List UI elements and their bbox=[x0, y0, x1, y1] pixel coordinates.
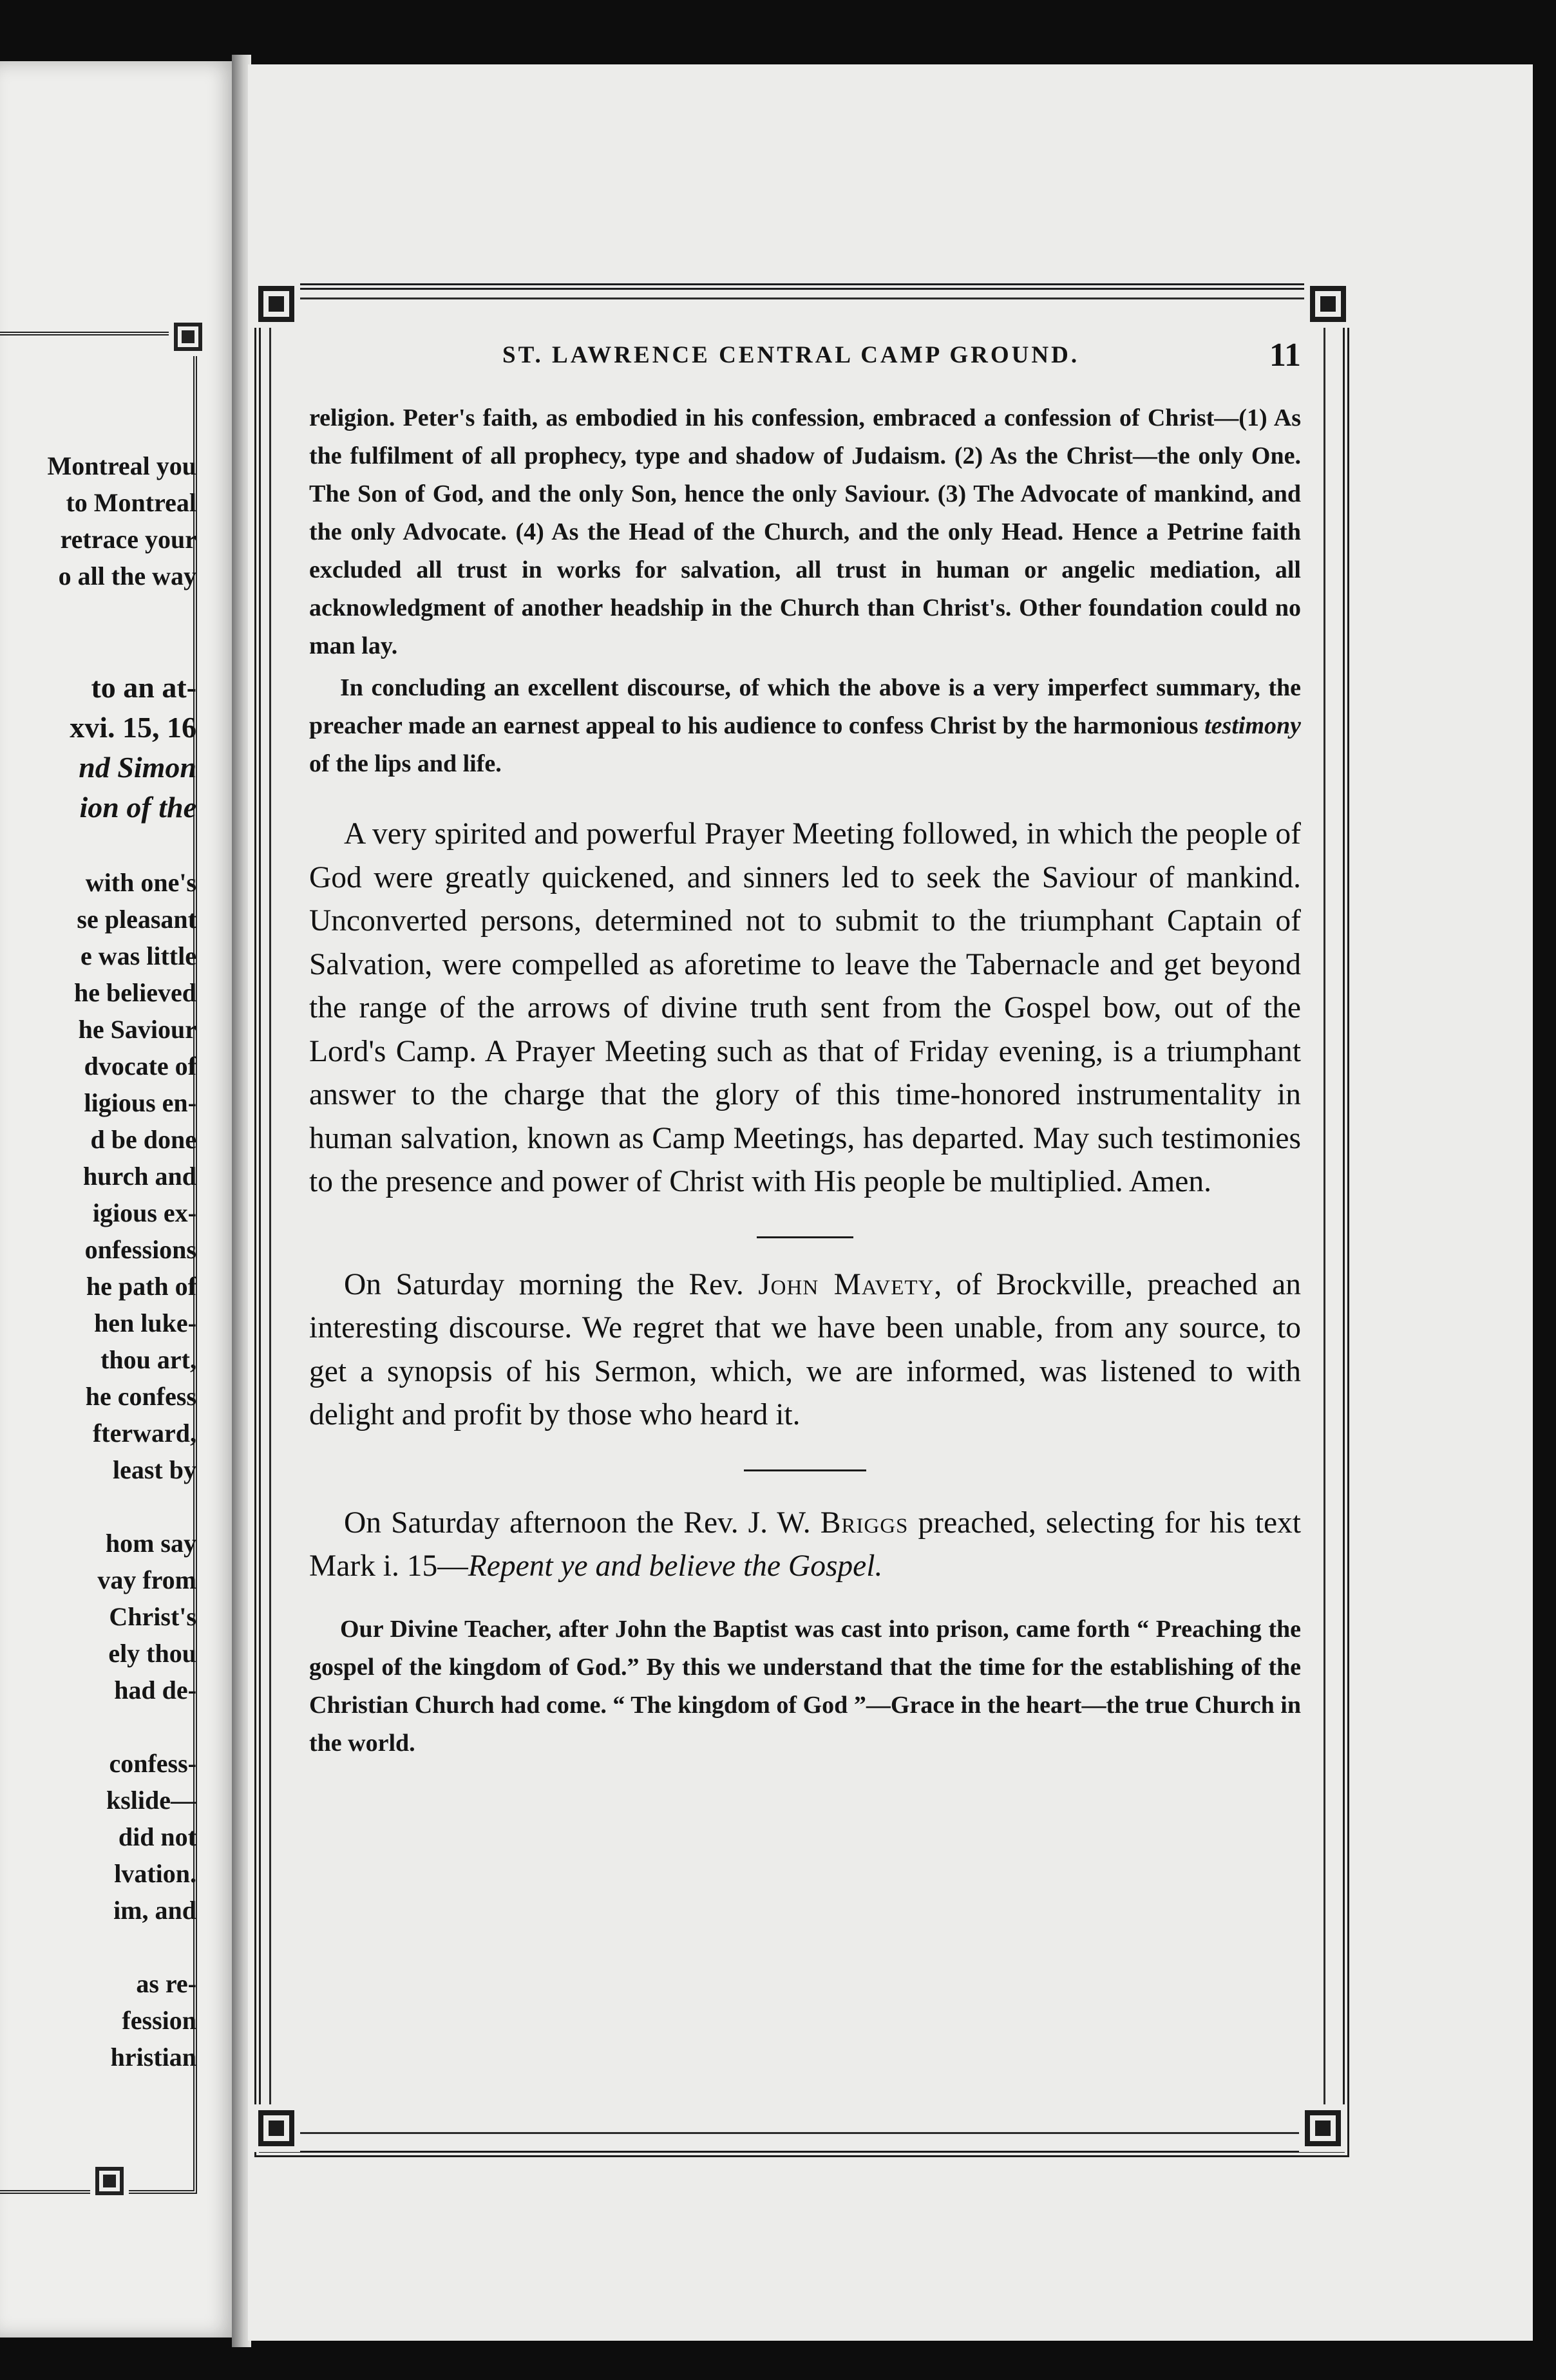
left-page-line: Montreal you bbox=[47, 451, 196, 480]
left-page-line: lvation. bbox=[114, 1859, 196, 1888]
left-page-line: to an at- bbox=[91, 671, 196, 704]
separator-rule bbox=[757, 1236, 853, 1238]
left-frame-corner-top bbox=[169, 317, 207, 356]
left-page-line: with one's bbox=[85, 868, 196, 897]
left-page-line: igious ex- bbox=[92, 1198, 196, 1227]
left-page-line: hristian bbox=[110, 2043, 196, 2072]
left-page-line: he Saviour bbox=[78, 1015, 196, 1044]
left-page-line: fession bbox=[122, 2006, 196, 2035]
left-page-line: se pleasant bbox=[77, 905, 196, 934]
left-page-line bbox=[0, 1488, 196, 1525]
paragraph-peters-faith: religion. Peter's faith, as embodied in his confession, embraced a confession of Christ—(1) As the fulfilment of all prophecy, type and shadow of Judaism. (2) As the Christ—the only One. The Son of God, and the only Son, hence the only Saviour. (3) The Advocate of mankind, and the only Advocate. (4) As the Head of the Church, and the only Head. Hence a Petrine faith excluded all trust in works for salvation, all trust in human or angelic mediation, all acknowledgment of another headship in the Church than Christ's. Other foundation could no man lay. bbox=[309, 404, 1301, 659]
left-page-line: he believed bbox=[74, 978, 196, 1007]
left-page-line bbox=[0, 1929, 196, 1965]
left-page-line: hurch and bbox=[82, 1162, 196, 1191]
left-page-text bbox=[0, 448, 196, 2075]
left-page-line: fterward, bbox=[92, 1419, 196, 1448]
left-page-line bbox=[0, 631, 196, 668]
left-page-line: e was little bbox=[81, 941, 196, 970]
left-page-line: had de- bbox=[114, 1676, 196, 1705]
paragraph-divine-teacher: Our Divine Teacher, after John the Baptist was cast into prison, came forth “ Preaching the gospel of the kingdom of God.” By this we understand that the time for the establishing of the Christian Church had come. “ The kingdom of God ”—Grace in the heart—the true Church in the world. bbox=[309, 1615, 1301, 1757]
page-header bbox=[309, 337, 1301, 380]
frame-corner-bottom-right bbox=[1299, 2104, 1347, 2152]
left-page-line: ligious en- bbox=[84, 1088, 196, 1117]
separator-rule bbox=[744, 1469, 866, 1471]
left-page-line: kslide— bbox=[106, 1786, 196, 1815]
left-page-line: retrace your bbox=[60, 525, 196, 554]
left-page-line: xvi. 15, 16 bbox=[70, 711, 196, 744]
saturday-afternoon-text: On Saturday afternoon the Rev. J. W. bbox=[344, 1506, 811, 1540]
page-number: 11 bbox=[1269, 337, 1301, 373]
left-page-line bbox=[0, 1708, 196, 1745]
frame-corner-bottom-left bbox=[252, 2104, 300, 2152]
concluding-text-end: of the lips and life. bbox=[309, 750, 502, 777]
preacher-name-briggs: Briggs bbox=[820, 1506, 909, 1540]
left-page-line: o all the way bbox=[58, 562, 196, 590]
left-page-line: Christ's bbox=[109, 1602, 196, 1631]
left-page-line: onfessions bbox=[84, 1235, 196, 1264]
left-page-line: nd Simon bbox=[79, 751, 196, 784]
left-page-line: ion of the bbox=[79, 791, 196, 824]
paragraph-concluding-summary bbox=[309, 669, 1301, 783]
separator-block-2 bbox=[309, 1437, 1301, 1502]
page-content bbox=[309, 399, 1301, 1762]
left-page-line: dvocate of bbox=[84, 1052, 196, 1081]
saturday-morning-text: On Saturday morning the Rev. bbox=[344, 1267, 744, 1301]
left-page-line: ely thou bbox=[108, 1639, 196, 1668]
left-page-line: least by bbox=[113, 1455, 196, 1484]
concluding-text: In concluding an excellent discourse, of which the above is a very imperfect summary, the preacher made an earnest appeal to his audience to confess Christ by the harmonious bbox=[309, 674, 1301, 739]
left-page-line: did not bbox=[118, 1822, 196, 1851]
left-page-line: im, and bbox=[113, 1896, 196, 1925]
running-title: ST. LAWRENCE CENTRAL CAMP GROUND. bbox=[502, 342, 1080, 368]
left-page-line: d be done bbox=[90, 1125, 196, 1154]
left-facing-page bbox=[0, 61, 238, 2338]
left-page-line: as re- bbox=[136, 1969, 196, 1998]
saturday-afternoon-text-mid: preached, selecting for his text Mark i. 15— bbox=[309, 1506, 1301, 1583]
preacher-name-mavety: John Mavety bbox=[758, 1267, 935, 1301]
left-page-line: hen luke- bbox=[94, 1308, 196, 1337]
separator-block-1 bbox=[309, 1204, 1301, 1263]
paragraph-saturday-morning bbox=[309, 1263, 1301, 1437]
sermon-text-reference: Repent ye and believe the Gospel. bbox=[468, 1549, 883, 1583]
left-page-line bbox=[0, 594, 196, 631]
left-page-line: hom say bbox=[105, 1529, 196, 1558]
left-page-line: to Montreal bbox=[66, 488, 196, 517]
left-page-line bbox=[0, 827, 196, 864]
left-page-line: confess- bbox=[109, 1749, 196, 1778]
paragraph-saturday-afternoon bbox=[309, 1502, 1301, 1589]
left-page-line: he confess bbox=[85, 1382, 196, 1411]
testimony-emphasis: testimony bbox=[1204, 712, 1302, 739]
saturday-morning-text-end: , of Brockville, preached an interesting discourse. We regret that we have been unable, from any source, to get a synopsis of his Sermon, which, we are informed, was listened to with delight and profit by those who heard it. bbox=[309, 1267, 1301, 1431]
frame-corner-top-right bbox=[1304, 280, 1352, 328]
left-page-line: thou art, bbox=[100, 1345, 196, 1374]
frame-corner-top-left bbox=[252, 280, 300, 328]
left-page-line: vay from bbox=[97, 1565, 196, 1594]
paragraph-prayer-meeting: A very spirited and powerful Prayer Meeting followed, in which the people of God were greatly quickened, and sinners led to seek the Saviour of mankind. Unconverted persons, determined not to submit to the triumphant Captain of Salvation, were compelled as aforetime to leave the Tabernacle and get beyond the range of the arrows of divine truth sent from the Gospel bow, out of the Lord's Camp. A Prayer Meeting such as that of Friday evening, is a triumphant answer to the charge that the glory of this time-honored instrumentality in human salvation, known as Camp Meetings, has departed. May such testimonies to the presence and power of Christ with His people be multiplied. Amen. bbox=[309, 817, 1301, 1198]
left-frame-corner-bottom bbox=[90, 2162, 129, 2200]
left-page-line: he path of bbox=[86, 1272, 196, 1301]
